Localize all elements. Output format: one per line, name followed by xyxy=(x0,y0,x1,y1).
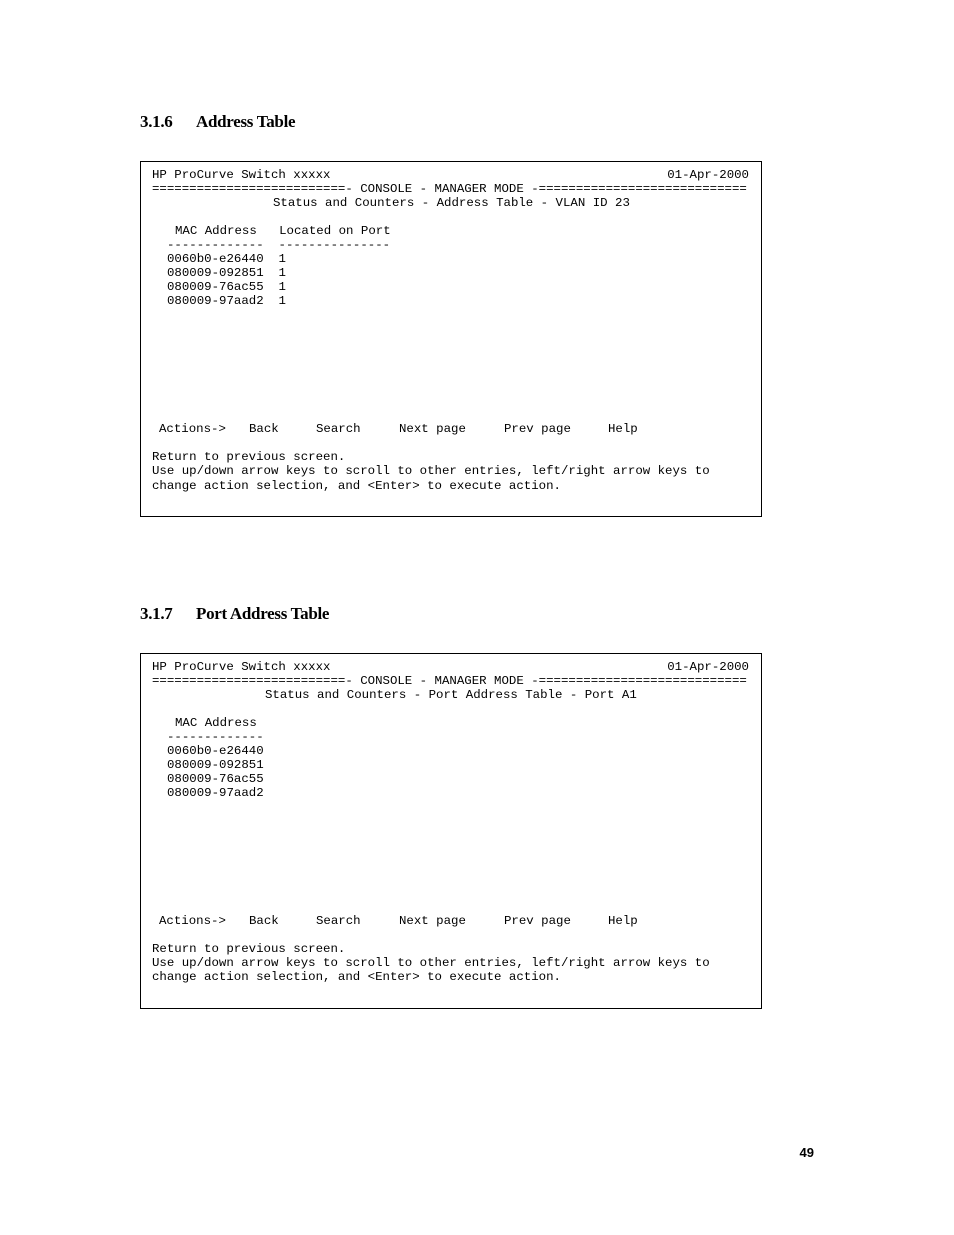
section-title: Address Table xyxy=(196,112,296,131)
column-header: MAC Address xyxy=(175,716,257,730)
back-action[interactable]: Back xyxy=(249,914,279,928)
prev-page-action[interactable]: Prev page xyxy=(504,422,571,436)
help-text: Use up/down arrow keys to scroll to other entries, left/right arrow keys to xyxy=(152,956,710,970)
help-text: Return to previous screen. xyxy=(152,942,346,956)
table-row[interactable]: 080009-97aad2 xyxy=(167,786,264,800)
help-text: change action selection, and <Enter> to execute action. xyxy=(152,479,561,493)
section-heading xyxy=(140,112,295,132)
help-action[interactable]: Help xyxy=(608,422,638,436)
table-row[interactable]: 080009-092851 1 xyxy=(167,266,286,280)
section-number: 3.1.7 xyxy=(140,604,173,623)
switch-name: HP ProCurve Switch xxxxx xyxy=(152,168,331,182)
help-action[interactable]: Help xyxy=(608,914,638,928)
table-row[interactable]: 080009-97aad2 1 xyxy=(167,294,286,308)
switch-name: HP ProCurve Switch xxxxx xyxy=(152,660,331,674)
page-number: 49 xyxy=(799,1145,814,1160)
section-number: 3.1.6 xyxy=(140,112,173,131)
table-row[interactable]: 0060b0-e26440 xyxy=(167,744,264,758)
column-rule: ------------- --------------- xyxy=(167,238,391,252)
section-heading xyxy=(140,604,329,624)
search-action[interactable]: Search xyxy=(316,422,361,436)
screen-title: Status and Counters - Address Table - VLAN ID 23 xyxy=(273,196,630,210)
actions-label: Actions-> xyxy=(159,914,226,928)
back-action[interactable]: Back xyxy=(249,422,279,436)
table-row[interactable]: 080009-76ac55 1 xyxy=(167,280,286,294)
column-rule: ------------- xyxy=(167,730,264,744)
console-date: 01-Apr-2000 xyxy=(667,660,749,674)
help-text: Return to previous screen. xyxy=(152,450,346,464)
table-row[interactable]: 080009-76ac55 xyxy=(167,772,264,786)
section-title: Port Address Table xyxy=(196,604,330,623)
mode-banner: ==========================- CONSOLE - MANAGER MODE -============================ xyxy=(152,674,747,688)
next-page-action[interactable]: Next page xyxy=(399,422,466,436)
help-text: Use up/down arrow keys to scroll to other entries, left/right arrow keys to xyxy=(152,464,710,478)
actions-label: Actions-> xyxy=(159,422,226,436)
console-date: 01-Apr-2000 xyxy=(667,168,749,182)
screen-title: Status and Counters - Port Address Table - Port A1 xyxy=(265,688,637,702)
table-row[interactable]: 0060b0-e26440 1 xyxy=(167,252,286,266)
help-text: change action selection, and <Enter> to execute action. xyxy=(152,970,561,984)
column-header: MAC Address Located on Port xyxy=(175,224,391,238)
table-row[interactable]: 080009-092851 xyxy=(167,758,264,772)
next-page-action[interactable]: Next page xyxy=(399,914,466,928)
console-screen-port-address-table xyxy=(140,653,762,1009)
mode-banner: ==========================- CONSOLE - MANAGER MODE -============================ xyxy=(152,182,747,196)
console-screen-address-table xyxy=(140,161,762,517)
prev-page-action[interactable]: Prev page xyxy=(504,914,571,928)
search-action[interactable]: Search xyxy=(316,914,361,928)
